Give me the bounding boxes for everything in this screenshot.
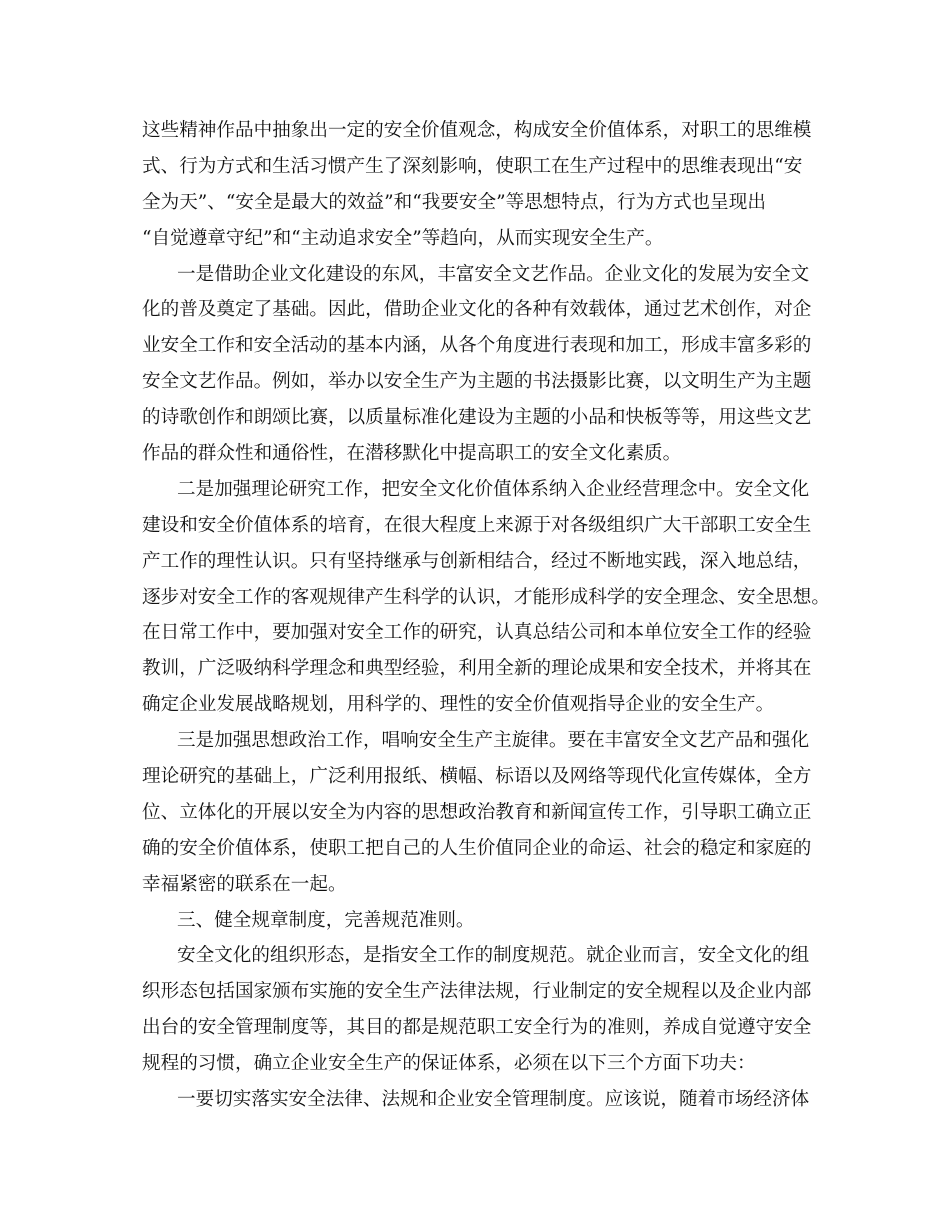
text-line: 规程的习惯，确立企业安全生产的保证体系，必须在以下三个方面下功夫： [142,1053,756,1075]
text-line: “自觉遵章守纪”和“主动追求安全”等趋向，从而实现安全生产。 [142,227,664,249]
document-body [142,113,832,1118]
paragraph-first-line: 安全文化的组织形态，是指安全工作的制度规范。就企业而言，安全文化的组 [177,945,810,967]
text-line: 织形态包括国家颁布实施的安全生产法律法规，行业制定的安全规程以及企业内部 [142,981,812,1003]
text-line: 建设和安全价值体系的培育，在很大程度上来源于对各级组织广大干部职工安全生 [142,514,812,536]
text-line: 全为天”、“安全是最大的效益”和“我要安全”等思想特点，行为方式也呈现出 [142,191,766,213]
paragraph-first-line: 一是借助企业文化建设的东风，丰富安全文艺作品。企业文化的发展为安全文 [177,263,810,285]
paragraph-first-line: 三是加强思想政治工作，唱响安全生产主旋律。要在丰富安全文艺产品和强化 [177,730,810,752]
text-line: 产工作的理性认识。只有坚持继承与创新相结合，经过不断地实践，深入地总结， [142,550,812,572]
text-line: 位、立体化的开展以安全为内容的思想政治教育和新闻宣传工作，引导职工确立正 [142,801,812,823]
text-line: 作品的群众性和通俗性，在潜移默化中提高职工的安全文化素质。 [142,443,682,465]
text-line: 这些精神作品中抽象出一定的安全价值观念，构成安全价值体系，对职工的思维模 [142,120,812,141]
text-line: 业安全工作和安全活动的基本内涵，从各个角度进行表现和加工，形成丰富多彩的 [142,335,812,357]
text-line: 确的安全价值体系，使职工把自己的人生价值同企业的命运、社会的稳定和家庭的 [142,837,812,859]
paragraph-first-line: 二是加强理论研究工作，把安全文化价值体系纳入企业经营理念中。安全文化 [177,478,810,500]
text-line: 逐步对安全工作的客观规律产生科学的认识，才能形成科学的安全理念、安全思想。 [142,586,830,608]
text-line: 出台的安全管理制度等，其目的都是规范职工安全行为的准则，养成自觉遵守安全 [142,1017,812,1039]
text-line: 化的普及奠定了基础。因此，借助企业文化的各种有效载体，通过艺术创作，对企 [142,299,812,321]
text-line: 在日常工作中，要加强对安全工作的研究，认真总结公司和本单位安全工作的经验 [142,622,812,644]
text-line: 幸福紧密的联系在一起。 [142,873,347,895]
text-line: 式、行为方式和生活习惯产生了深刻影响，使职工在生产过程中的思维表现出“安 [142,155,803,177]
paragraph-first-line: 一要切实落实安全法律、法规和企业安全管理制度。应该说，随着市场经济体 [177,1089,810,1111]
text-line: 理论研究的基础上，广泛利用报纸、横幅、标语以及网络等现代化宣传媒体，全方 [142,766,812,788]
text-line: 教训，广泛吸纳科学理念和典型经验，利用全新的理论成果和安全技术，并将其在 [142,658,812,680]
text-line: 的诗歌创作和朗颂比赛，以质量标准化建设为主题的小品和快板等等，用这些文艺 [142,407,812,429]
text-line: 安全文艺作品。例如，举办以安全生产为主题的书法摄影比赛，以文明生产为主题 [142,371,812,393]
text-line: 确定企业发展战略规划，用科学的、理性的安全价值观指导企业的安全生产。 [142,694,775,716]
section-heading: 三、健全规章制度，完善规范准则。 [177,909,475,931]
